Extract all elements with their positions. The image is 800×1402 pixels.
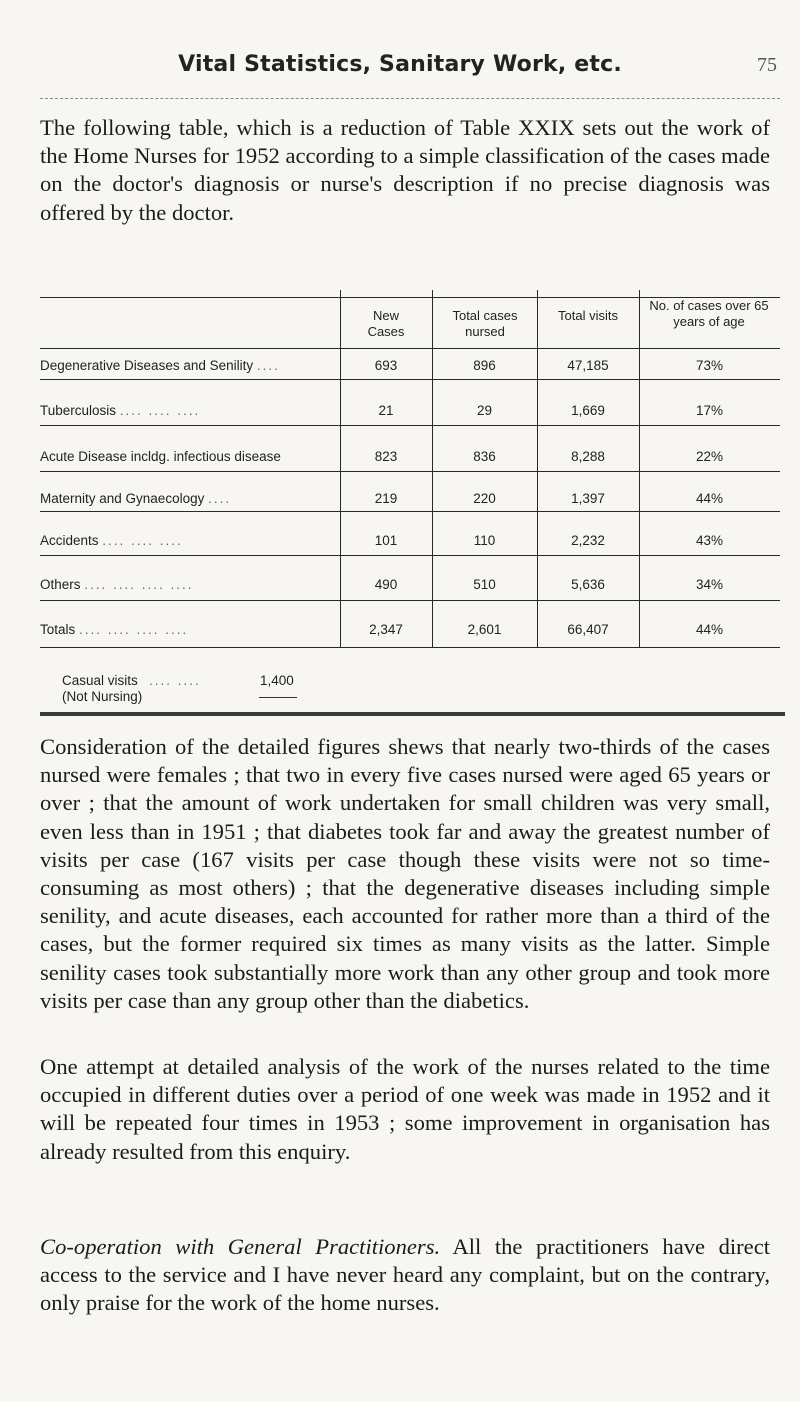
table-row-rule: [40, 471, 780, 472]
table-row-rule: [40, 425, 780, 426]
table-column-rule: [537, 290, 538, 648]
over-65-value: 44%: [695, 491, 724, 506]
leader-dots: .... .... .... ....: [84, 577, 194, 592]
cooperation-heading: Co-operation with General Practitioners.: [40, 1234, 441, 1259]
table-header-rule: [40, 348, 780, 349]
total-nursed-value: 220: [473, 491, 496, 506]
total-visits-value: 66,407: [567, 622, 609, 637]
cooperation-body: All the practitioners have direct access to the service and I have never heard any complaint, but on the contrary, only praise for the work of the home nurses.: [40, 1234, 770, 1316]
leader-dots: .... .... ....: [119, 403, 201, 418]
row-label: Acute Disease incldg. infectious disease: [40, 449, 281, 464]
row-label: Maternity and Gynaecology: [40, 491, 205, 506]
column-header-total-visits: Total visits: [558, 308, 618, 323]
over-65-value: 17%: [695, 403, 724, 418]
total-visits-value: 47,185: [567, 358, 609, 373]
row-label: Others: [40, 577, 81, 592]
new-cases-value: 823: [374, 449, 398, 464]
total-nursed-value: 836: [473, 449, 496, 464]
over-65-value: 43%: [695, 533, 724, 548]
table-column-rule: [340, 290, 341, 648]
row-label: Tuberculosis: [40, 403, 117, 418]
new-cases-value: 219: [374, 491, 398, 506]
total-visits-value: 2,232: [571, 533, 605, 548]
total-visits-value: 1,397: [571, 491, 605, 506]
cooperation-paragraph: [40, 1233, 770, 1318]
column-header-over-65: No. of cases over 65 years of age: [649, 298, 769, 329]
over-65-value: 44%: [695, 622, 724, 637]
table-row-rule: [40, 555, 780, 556]
table-column-rule: [639, 290, 640, 648]
total-nursed-value: 110: [473, 533, 496, 548]
total-visits-value: 1,669: [571, 403, 605, 418]
consideration-paragraph: Consideration of the detailed figures shews that nearly two-thirds of the cases nursed were females ; that two in every five cases nursed were aged 65 years or over ; that the amount of work undertaken for small children was very small, even less than in 1951 ; that diabetes took far and away the greatest number of visits per case (167 visits per case though these visits were not so time-consuming as most others) ; that the degenerative diseases including simple senility, and acute diseases, each accounted for rather more than a third of the cases, but the former required six times as many visits as the latter. Simple senility cases took substantially more work than any other group and took more visits per case than any group other than the diabetics.: [40, 734, 770, 1013]
casual-visits-subnote: (Not Nursing): [62, 689, 143, 704]
table-column-rule: [432, 290, 433, 648]
over-65-value: 22%: [695, 449, 724, 464]
table-row-rule: [40, 600, 780, 601]
leader-dots: .... .... .... ....: [79, 622, 189, 637]
casual-visits-note: [62, 673, 294, 705]
page-number: 75: [757, 54, 777, 76]
total-nursed-value: 29: [476, 403, 493, 418]
analysis-paragraph: One attempt at detailed analysis of the work of the nurses related to the time occupied in different duties over a period of one week was made in 1952 and it will be repeated four times in 1953 ; some improvement in organisation has already resulted from this enquiry.: [40, 1054, 770, 1164]
casual-visits-dash: [259, 697, 297, 698]
total-nursed-value: 896: [473, 358, 496, 373]
column-header-total-nursed: Total cases nursed: [452, 308, 518, 339]
over-65-value: 34%: [695, 577, 724, 592]
section-divider: [40, 712, 785, 716]
table-row-rule: [40, 379, 780, 380]
leader-dots: ....: [208, 491, 232, 506]
leader-dots: .... .... ....: [102, 533, 183, 548]
running-title: Vital Statistics, Sanitary Work, etc.: [178, 52, 622, 77]
total-visits-value: 5,636: [571, 577, 605, 592]
home-nurses-table: [40, 290, 780, 658]
new-cases-value: 693: [374, 358, 398, 373]
leader-dots: ....: [256, 358, 280, 373]
casual-visits-value: 1,400: [260, 673, 294, 688]
casual-visits-label: Casual visits: [62, 673, 138, 688]
new-cases-value: 21: [378, 403, 394, 418]
column-header-new-cases: New Cases: [367, 308, 405, 339]
header-rule: [40, 98, 780, 99]
intro-paragraph: The following table, which is a reduction of Table XXIX sets out the work of the Home Nurses for 1952 according to a simple classification of the cases made on the doctor's diagnosis or nurse's description if no precise diagnosis was offered by the doctor.: [40, 115, 770, 225]
over-65-value: 73%: [695, 358, 724, 373]
row-label: Degenerative Diseases and Senility: [40, 358, 254, 373]
row-label: Accidents: [40, 533, 99, 548]
table-row-rule: [40, 511, 780, 512]
total-nursed-value: 510: [473, 577, 496, 592]
table-bottom-rule: [40, 647, 780, 648]
leader-dots: .... ....: [149, 673, 201, 688]
total-nursed-value: 2,601: [467, 622, 502, 637]
total-visits-value: 8,288: [571, 449, 605, 464]
row-label: Totals: [40, 622, 76, 637]
new-cases-value: 2,347: [369, 622, 403, 637]
new-cases-value: 101: [374, 533, 398, 548]
new-cases-value: 490: [374, 577, 398, 592]
